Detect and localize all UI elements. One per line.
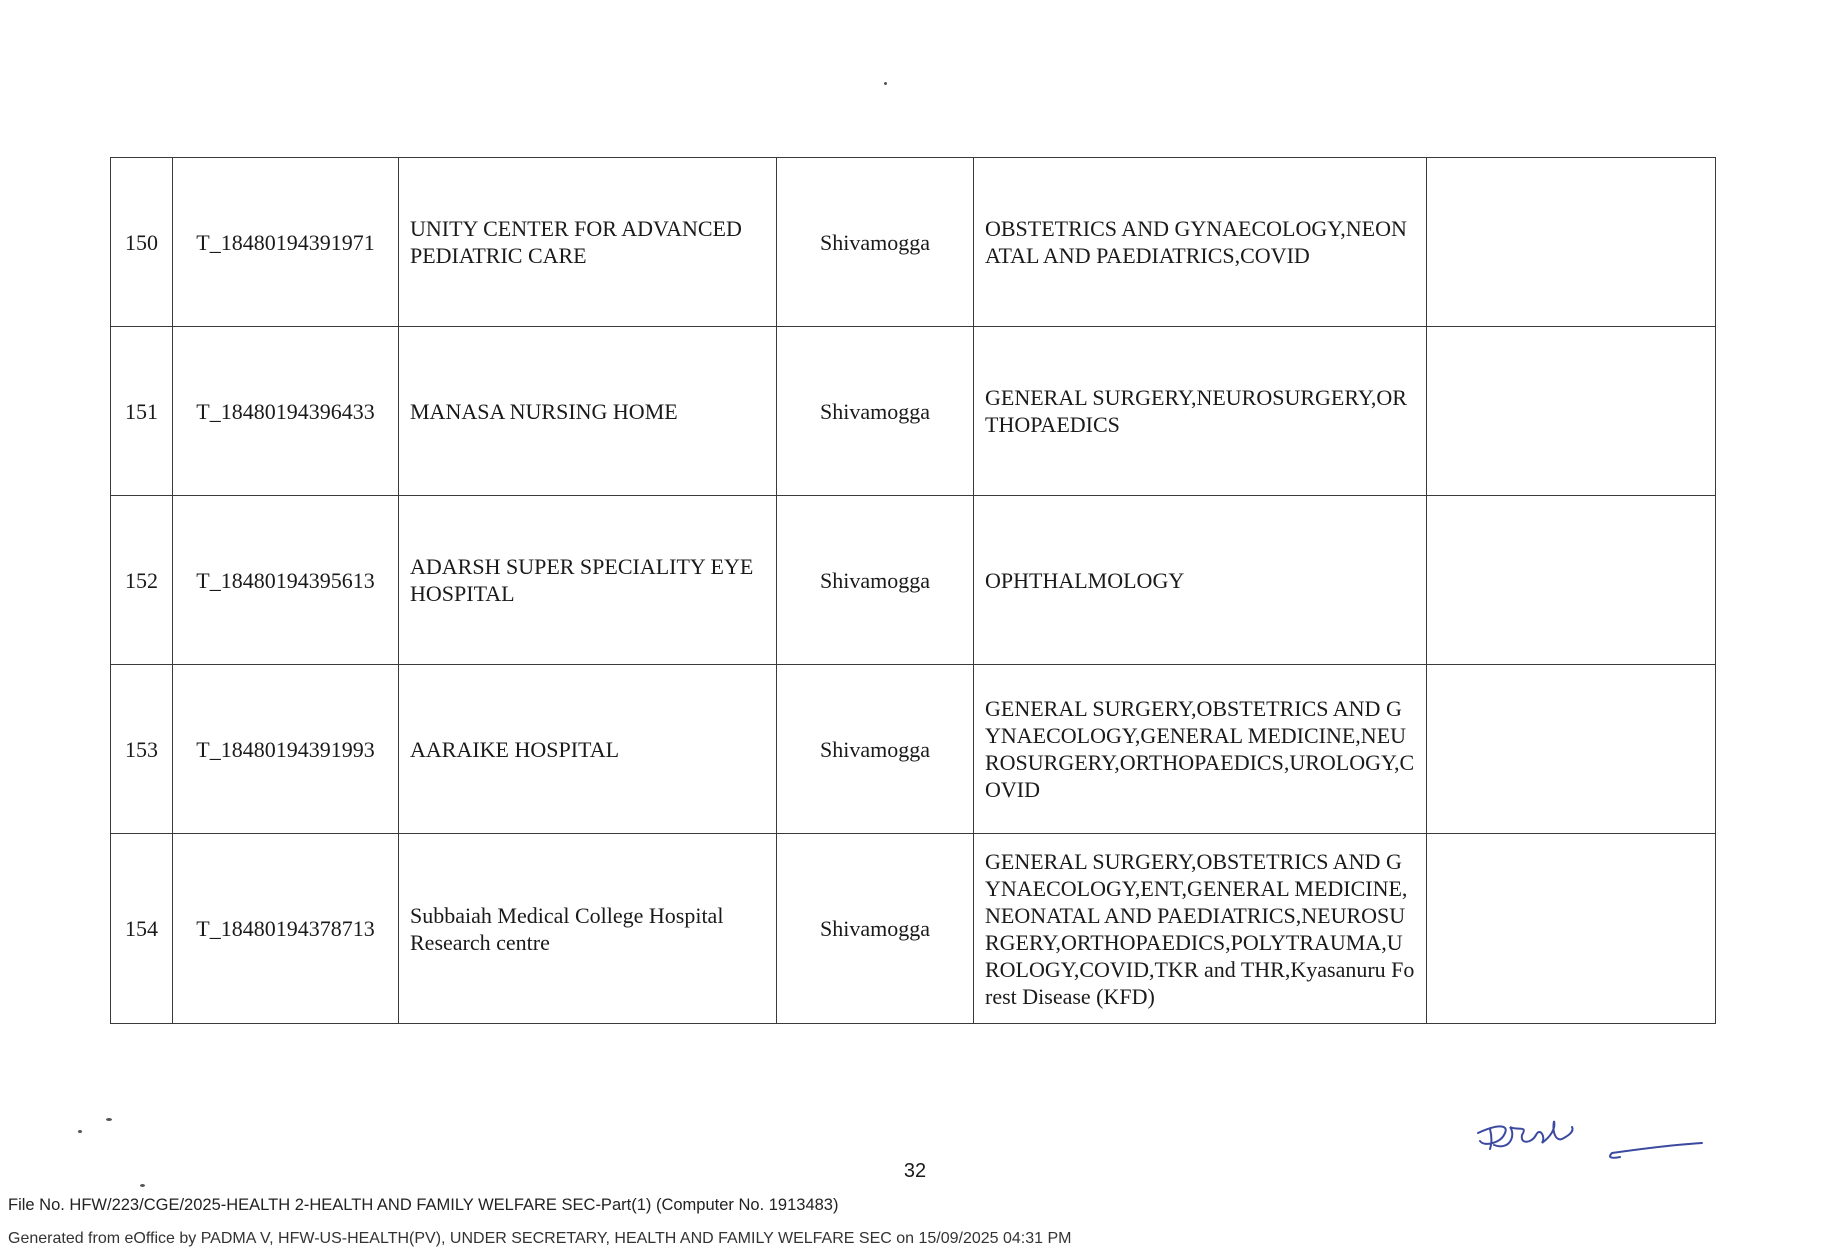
hospital-name: UNITY CENTER FOR ADVANCED PEDIATRIC CARE: [399, 158, 777, 327]
remarks: [1427, 327, 1716, 496]
specialities: OBSTETRICS AND GYNAECOLOGY,NEONATAL AND PAEDIATRICS,COVID: [974, 158, 1427, 327]
table-row: [111, 496, 1716, 665]
specialities: GENERAL SURGERY,NEUROSURGERY,ORTHOPAEDICS: [974, 327, 1427, 496]
district: Shivamogga: [777, 158, 974, 327]
remarks: [1427, 496, 1716, 665]
generated-by-line: Generated from eOffice by PADMA V, HFW-US-HEALTH(PV), UNDER SECRETARY, HEALTH AND FAMILY WELFARE SEC on 15/09/2025 04:31 PM: [8, 1230, 1072, 1247]
hospital-table: [110, 157, 1716, 1024]
table-row: [111, 158, 1716, 327]
signature-icon: [1470, 1105, 1710, 1165]
hospital-id: T_18480194395613: [173, 496, 399, 665]
specialities: GENERAL SURGERY,OBSTETRICS AND GYNAECOLOGY,GENERAL MEDICINE,NEUROSURGERY,ORTHOPAEDICS,UROLOGY,COVID: [974, 665, 1427, 834]
serial-number: 152: [111, 496, 173, 665]
district: Shivamogga: [777, 834, 974, 1024]
scan-speck: [106, 1118, 112, 1121]
hospital-id: T_18480194396433: [173, 327, 399, 496]
serial-number: 154: [111, 834, 173, 1024]
hospital-id: T_18480194391993: [173, 665, 399, 834]
file-number-line: File No. HFW/223/CGE/2025-HEALTH 2-HEALTH AND FAMILY WELFARE SEC-Part(1) (Computer No. 1913483): [8, 1196, 839, 1214]
serial-number: 151: [111, 327, 173, 496]
table-row: [111, 327, 1716, 496]
scan-speck: [140, 1184, 145, 1187]
scan-speck: [884, 82, 887, 85]
hospital-id: T_18480194391971: [173, 158, 399, 327]
district: Shivamogga: [777, 496, 974, 665]
page-number: 32: [903, 1160, 927, 1182]
hospital-name: Subbaiah Medical College Hospital Research centre: [399, 834, 777, 1024]
hospital-name: ADARSH SUPER SPECIALITY EYE HOSPITAL: [399, 496, 777, 665]
table-row: [111, 834, 1716, 1024]
remarks: [1427, 158, 1716, 327]
hospital-id: T_18480194378713: [173, 834, 399, 1024]
district: Shivamogga: [777, 665, 974, 834]
remarks: [1427, 665, 1716, 834]
serial-number: 150: [111, 158, 173, 327]
serial-number: 153: [111, 665, 173, 834]
district: Shivamogga: [777, 327, 974, 496]
remarks: [1427, 834, 1716, 1024]
table-row: [111, 665, 1716, 834]
specialities: OPHTHALMOLOGY: [974, 496, 1427, 665]
scan-speck: [78, 1130, 82, 1133]
hospital-name: MANASA NURSING HOME: [399, 327, 777, 496]
specialities: GENERAL SURGERY,OBSTETRICS AND GYNAECOLOGY,ENT,GENERAL MEDICINE,NEONATAL AND PAEDIATRICS,NEUROSURGERY,ORTHOPAEDICS,POLYTRAUMA,UROLOGY,COVID,TKR and THR,Kyasanuru Forest Disease (KFD): [974, 834, 1427, 1024]
hospital-name: AARAIKE HOSPITAL: [399, 665, 777, 834]
